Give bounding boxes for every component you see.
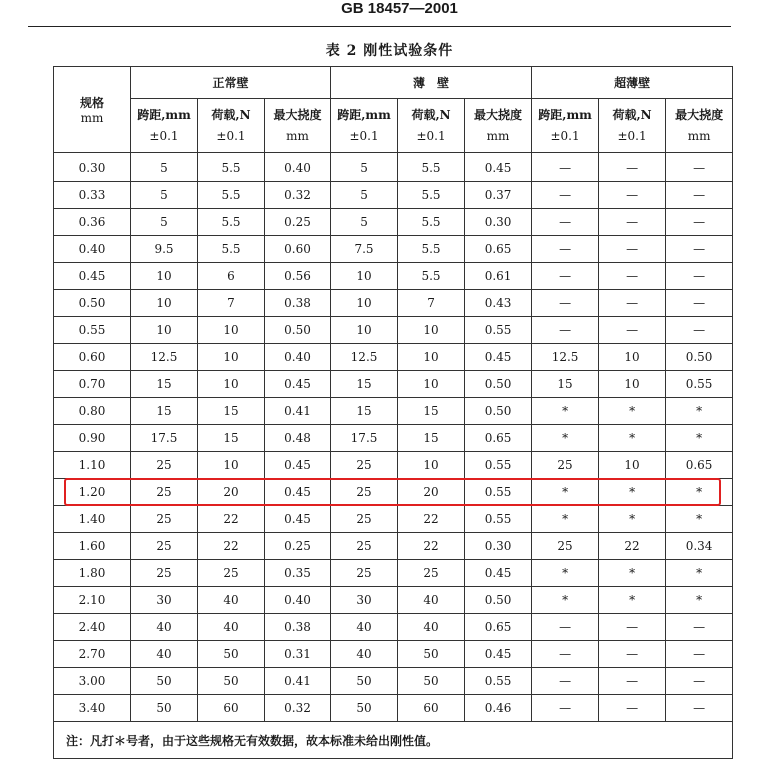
table-row xyxy=(54,452,733,479)
value-cell: 22 xyxy=(398,506,465,533)
value-cell: — xyxy=(666,668,733,695)
table-row xyxy=(54,587,733,614)
value-cell: 50 xyxy=(198,668,265,695)
value-cell: 7 xyxy=(398,290,465,317)
value-cell: 5 xyxy=(131,209,198,236)
value-cell: — xyxy=(666,236,733,263)
value-cell: — xyxy=(666,263,733,290)
value-cell: 0.60 xyxy=(265,236,331,263)
sub-header-tolerance: mm xyxy=(486,128,510,143)
spec-cell: 1.20 xyxy=(54,479,131,506)
value-cell: 22 xyxy=(599,533,666,560)
spec-cell: 0.33 xyxy=(54,182,131,209)
value-cell: — xyxy=(599,263,666,290)
value-cell: 0.56 xyxy=(265,263,331,290)
table-row xyxy=(54,263,733,290)
value-cell: 60 xyxy=(398,695,465,722)
value-cell: 0.40 xyxy=(265,344,331,371)
sub-header-name: 最大挠度 xyxy=(675,107,724,122)
spec-cell: 0.70 xyxy=(54,371,131,398)
value-cell: 0.30 xyxy=(465,209,532,236)
value-cell: 10 xyxy=(331,263,398,290)
value-cell: 0.37 xyxy=(465,182,532,209)
value-cell: — xyxy=(666,641,733,668)
value-cell: * xyxy=(666,425,733,452)
value-cell: * xyxy=(666,560,733,587)
value-cell: 50 xyxy=(198,641,265,668)
value-cell: 0.46 xyxy=(465,695,532,722)
group-header-row xyxy=(54,67,733,99)
value-cell: 25 xyxy=(198,560,265,587)
value-cell: 10 xyxy=(131,317,198,344)
value-cell: 5.5 xyxy=(398,153,465,182)
value-cell: — xyxy=(666,182,733,209)
value-cell: 25 xyxy=(398,560,465,587)
value-cell: 40 xyxy=(398,587,465,614)
sub-header-tolerance: ±0.1 xyxy=(349,128,379,143)
value-cell: 10 xyxy=(331,290,398,317)
sub-header-name: 最大挠度 xyxy=(474,107,523,122)
value-cell: — xyxy=(599,668,666,695)
sub-header-tolerance: ±0.1 xyxy=(216,128,246,143)
value-cell: 17.5 xyxy=(131,425,198,452)
value-cell: 0.65 xyxy=(666,452,733,479)
value-cell: 5.5 xyxy=(198,209,265,236)
sub-header-name: 跨距,mm xyxy=(538,107,592,122)
value-cell: — xyxy=(666,614,733,641)
value-cell: 25 xyxy=(532,533,599,560)
value-cell: — xyxy=(532,317,599,344)
note-row xyxy=(54,722,733,759)
rigidity-test-table xyxy=(53,66,733,759)
row-highlight-box xyxy=(64,478,721,506)
value-cell: 12.5 xyxy=(532,344,599,371)
group-normal-wall: 正常壁 xyxy=(131,67,331,99)
value-cell: 10 xyxy=(198,344,265,371)
value-cell: 20 xyxy=(198,479,265,506)
value-cell: 0.50 xyxy=(465,398,532,425)
value-cell: 5 xyxy=(331,182,398,209)
value-cell: 25 xyxy=(131,560,198,587)
value-cell: 0.50 xyxy=(265,317,331,344)
value-cell: 0.41 xyxy=(265,398,331,425)
value-cell: 15 xyxy=(198,398,265,425)
table-row xyxy=(54,614,733,641)
spec-cell: 1.80 xyxy=(54,560,131,587)
table-title: 表 2 刚性试验条件 xyxy=(325,43,454,59)
table-row xyxy=(54,425,733,452)
header-rule xyxy=(28,26,731,27)
value-cell: 10 xyxy=(599,452,666,479)
value-cell: 60 xyxy=(198,695,265,722)
spec-cell: 0.80 xyxy=(54,398,131,425)
value-cell: 25 xyxy=(131,506,198,533)
value-cell: 10 xyxy=(599,344,666,371)
table-row xyxy=(54,209,733,236)
sub-header-tolerance: ±0.1 xyxy=(416,128,446,143)
spec-header-unit: mm xyxy=(80,111,104,125)
sub-header-cell xyxy=(131,99,198,153)
value-cell: 0.38 xyxy=(265,290,331,317)
value-cell: 0.30 xyxy=(465,533,532,560)
value-cell: — xyxy=(532,236,599,263)
value-cell: 5.5 xyxy=(198,182,265,209)
value-cell: 25 xyxy=(331,533,398,560)
sub-header-name: 荷载,N xyxy=(411,107,451,122)
sub-header-name: 跨距,mm xyxy=(137,107,191,122)
value-cell: 0.38 xyxy=(265,614,331,641)
value-cell: 17.5 xyxy=(331,425,398,452)
value-cell: — xyxy=(599,317,666,344)
value-cell: — xyxy=(599,153,666,182)
value-cell: — xyxy=(666,290,733,317)
sub-header-cell xyxy=(265,99,331,153)
value-cell: 15 xyxy=(398,398,465,425)
spec-cell: 1.10 xyxy=(54,452,131,479)
value-cell: 5.5 xyxy=(398,236,465,263)
spec-cell: 0.55 xyxy=(54,317,131,344)
value-cell: 5 xyxy=(131,153,198,182)
value-cell: 50 xyxy=(131,668,198,695)
value-cell: 0.65 xyxy=(465,425,532,452)
value-cell: * xyxy=(532,587,599,614)
sub-header-tolerance: ±0.1 xyxy=(550,128,580,143)
value-cell: 5 xyxy=(331,209,398,236)
document-code xyxy=(0,0,779,17)
spec-cell: 3.00 xyxy=(54,668,131,695)
sub-header-cell xyxy=(465,99,532,153)
value-cell: 0.45 xyxy=(465,641,532,668)
value-cell: — xyxy=(599,236,666,263)
value-cell: — xyxy=(599,290,666,317)
value-cell: * xyxy=(532,506,599,533)
value-cell: 40 xyxy=(198,587,265,614)
value-cell: 15 xyxy=(532,371,599,398)
value-cell: — xyxy=(599,209,666,236)
value-cell: * xyxy=(599,398,666,425)
value-cell: 5 xyxy=(331,153,398,182)
value-cell: * xyxy=(666,398,733,425)
value-cell: 12.5 xyxy=(331,344,398,371)
sub-header-cell xyxy=(532,99,599,153)
value-cell: — xyxy=(599,641,666,668)
value-cell: 0.31 xyxy=(265,641,331,668)
value-cell: 0.55 xyxy=(465,452,532,479)
value-cell: — xyxy=(599,695,666,722)
value-cell: 12.5 xyxy=(131,344,198,371)
value-cell: 0.34 xyxy=(666,533,733,560)
spec-header-cell xyxy=(54,67,131,153)
value-cell: 0.45 xyxy=(465,153,532,182)
sub-header-name: 荷载,N xyxy=(612,107,652,122)
value-cell: 10 xyxy=(198,317,265,344)
value-cell: 40 xyxy=(198,614,265,641)
value-cell: * xyxy=(666,587,733,614)
value-cell: — xyxy=(599,182,666,209)
value-cell: 0.45 xyxy=(265,371,331,398)
value-cell: — xyxy=(532,614,599,641)
sub-header-name: 最大挠度 xyxy=(273,107,322,122)
table-row xyxy=(54,695,733,722)
value-cell: — xyxy=(666,209,733,236)
value-cell: 0.35 xyxy=(265,560,331,587)
sub-header-name: 跨距,mm xyxy=(337,107,391,122)
value-cell: 25 xyxy=(131,533,198,560)
value-cell: 0.61 xyxy=(465,263,532,290)
group-ultra-thin-wall: 超薄壁 xyxy=(532,67,733,99)
spec-header-label: 规格 xyxy=(79,96,104,110)
value-cell: 0.40 xyxy=(265,153,331,182)
value-cell: 10 xyxy=(398,452,465,479)
table-row xyxy=(54,668,733,695)
value-cell: — xyxy=(532,695,599,722)
group-thin-wall: 薄 壁 xyxy=(331,67,532,99)
value-cell: 25 xyxy=(331,506,398,533)
value-cell: — xyxy=(666,695,733,722)
value-cell: * xyxy=(666,479,733,506)
table-row xyxy=(54,344,733,371)
value-cell: 50 xyxy=(131,695,198,722)
value-cell: * xyxy=(532,560,599,587)
value-cell: 15 xyxy=(198,425,265,452)
spec-cell: 0.50 xyxy=(54,290,131,317)
table-row xyxy=(54,153,733,182)
value-cell: 40 xyxy=(331,614,398,641)
sub-header-tolerance: mm xyxy=(286,128,309,143)
value-cell: 20 xyxy=(398,479,465,506)
value-cell: 0.45 xyxy=(265,452,331,479)
value-cell: 10 xyxy=(198,371,265,398)
value-cell: 0.48 xyxy=(265,425,331,452)
value-cell: 0.45 xyxy=(465,344,532,371)
table-row xyxy=(54,560,733,587)
value-cell: 0.41 xyxy=(265,668,331,695)
value-cell: — xyxy=(666,153,733,182)
value-cell: — xyxy=(532,263,599,290)
spec-cell: 2.10 xyxy=(54,587,131,614)
value-cell: 5 xyxy=(131,182,198,209)
value-cell: 0.32 xyxy=(265,695,331,722)
value-cell: 5.5 xyxy=(398,209,465,236)
value-cell: 10 xyxy=(398,344,465,371)
value-cell: 22 xyxy=(398,533,465,560)
sub-header-cell xyxy=(331,99,398,153)
value-cell: 15 xyxy=(331,371,398,398)
value-cell: * xyxy=(599,560,666,587)
value-cell: 30 xyxy=(331,587,398,614)
value-cell: 0.55 xyxy=(465,317,532,344)
value-cell: * xyxy=(532,479,599,506)
value-cell: — xyxy=(666,317,733,344)
value-cell: — xyxy=(532,641,599,668)
value-cell: 25 xyxy=(131,452,198,479)
value-cell: 10 xyxy=(398,317,465,344)
spec-cell: 0.90 xyxy=(54,425,131,452)
value-cell: 40 xyxy=(131,641,198,668)
value-cell: * xyxy=(599,587,666,614)
value-cell: — xyxy=(532,182,599,209)
value-cell: 7 xyxy=(198,290,265,317)
value-cell: 0.55 xyxy=(465,479,532,506)
value-cell: 10 xyxy=(331,317,398,344)
sub-header-tolerance: ±0.1 xyxy=(617,128,647,143)
table-note: 注：凡打＊号者，由于这些规格无有效数据，故本标准未给出刚性值。 xyxy=(54,722,733,759)
value-cell: 30 xyxy=(131,587,198,614)
value-cell: 0.43 xyxy=(465,290,532,317)
value-cell: 0.45 xyxy=(265,506,331,533)
value-cell: 5.5 xyxy=(398,263,465,290)
value-cell: * xyxy=(532,425,599,452)
value-cell: 10 xyxy=(131,290,198,317)
value-cell: — xyxy=(532,668,599,695)
value-cell: 0.55 xyxy=(465,668,532,695)
value-cell: 22 xyxy=(198,506,265,533)
sub-header-tolerance: ±0.1 xyxy=(149,128,179,143)
value-cell: 0.25 xyxy=(265,533,331,560)
value-cell: 22 xyxy=(198,533,265,560)
value-cell: 10 xyxy=(131,263,198,290)
value-cell: 50 xyxy=(398,668,465,695)
table-row xyxy=(54,398,733,425)
value-cell: 0.55 xyxy=(465,506,532,533)
value-cell: 25 xyxy=(131,479,198,506)
value-cell: 50 xyxy=(331,695,398,722)
value-cell: 40 xyxy=(398,614,465,641)
value-cell: 15 xyxy=(398,425,465,452)
table-row xyxy=(54,641,733,668)
value-cell: 50 xyxy=(331,668,398,695)
spec-cell: 0.30 xyxy=(54,153,131,182)
value-cell: 10 xyxy=(599,371,666,398)
value-cell: 0.45 xyxy=(465,560,532,587)
value-cell: 0.65 xyxy=(465,236,532,263)
value-cell: 5.5 xyxy=(398,182,465,209)
table-row xyxy=(54,371,733,398)
sub-header-cell xyxy=(599,99,666,153)
value-cell: 25 xyxy=(331,560,398,587)
value-cell: — xyxy=(532,209,599,236)
value-cell: 7.5 xyxy=(331,236,398,263)
spec-cell: 1.60 xyxy=(54,533,131,560)
table-body xyxy=(54,153,733,722)
spec-cell: 3.40 xyxy=(54,695,131,722)
table-row xyxy=(54,506,733,533)
spec-cell: 0.36 xyxy=(54,209,131,236)
value-cell: 0.40 xyxy=(265,587,331,614)
value-cell: * xyxy=(532,398,599,425)
value-cell: 6 xyxy=(198,263,265,290)
value-cell: 9.5 xyxy=(131,236,198,263)
value-cell: 25 xyxy=(532,452,599,479)
value-cell: 40 xyxy=(131,614,198,641)
value-cell: 0.45 xyxy=(265,479,331,506)
value-cell: 0.50 xyxy=(666,344,733,371)
value-cell: 5.5 xyxy=(198,236,265,263)
sub-header-row xyxy=(54,99,733,153)
spec-cell: 1.40 xyxy=(54,506,131,533)
spec-cell: 0.45 xyxy=(54,263,131,290)
value-cell: 5.5 xyxy=(198,153,265,182)
sub-header-cell xyxy=(666,99,733,153)
value-cell: — xyxy=(532,290,599,317)
document-code-text: GB 18457—2001 xyxy=(341,0,458,17)
sub-header-tolerance: mm xyxy=(687,128,711,143)
value-cell: 40 xyxy=(331,641,398,668)
value-cell: 0.50 xyxy=(465,371,532,398)
spec-cell: 2.40 xyxy=(54,614,131,641)
value-cell: 0.50 xyxy=(465,587,532,614)
sub-header-name: 荷载,N xyxy=(211,107,251,122)
spec-cell: 2.70 xyxy=(54,641,131,668)
sub-header-cell xyxy=(198,99,265,153)
table-row xyxy=(54,317,733,344)
value-cell: 10 xyxy=(198,452,265,479)
value-cell: — xyxy=(599,614,666,641)
value-cell: * xyxy=(599,479,666,506)
value-cell: 0.32 xyxy=(265,182,331,209)
table-row xyxy=(54,290,733,317)
table-row xyxy=(54,182,733,209)
table-row xyxy=(54,236,733,263)
value-cell: 0.65 xyxy=(465,614,532,641)
value-cell: 25 xyxy=(331,452,398,479)
value-cell: 50 xyxy=(398,641,465,668)
value-cell: * xyxy=(599,425,666,452)
value-cell: — xyxy=(532,153,599,182)
value-cell: 15 xyxy=(331,398,398,425)
sub-header-cell xyxy=(398,99,465,153)
value-cell: 15 xyxy=(131,398,198,425)
value-cell: 15 xyxy=(131,371,198,398)
value-cell: 25 xyxy=(331,479,398,506)
spec-cell: 0.60 xyxy=(54,344,131,371)
value-cell: * xyxy=(666,506,733,533)
value-cell: * xyxy=(599,506,666,533)
table-row xyxy=(54,533,733,560)
spec-cell: 0.40 xyxy=(54,236,131,263)
value-cell: 10 xyxy=(398,371,465,398)
value-cell: 0.25 xyxy=(265,209,331,236)
value-cell: 0.55 xyxy=(666,371,733,398)
